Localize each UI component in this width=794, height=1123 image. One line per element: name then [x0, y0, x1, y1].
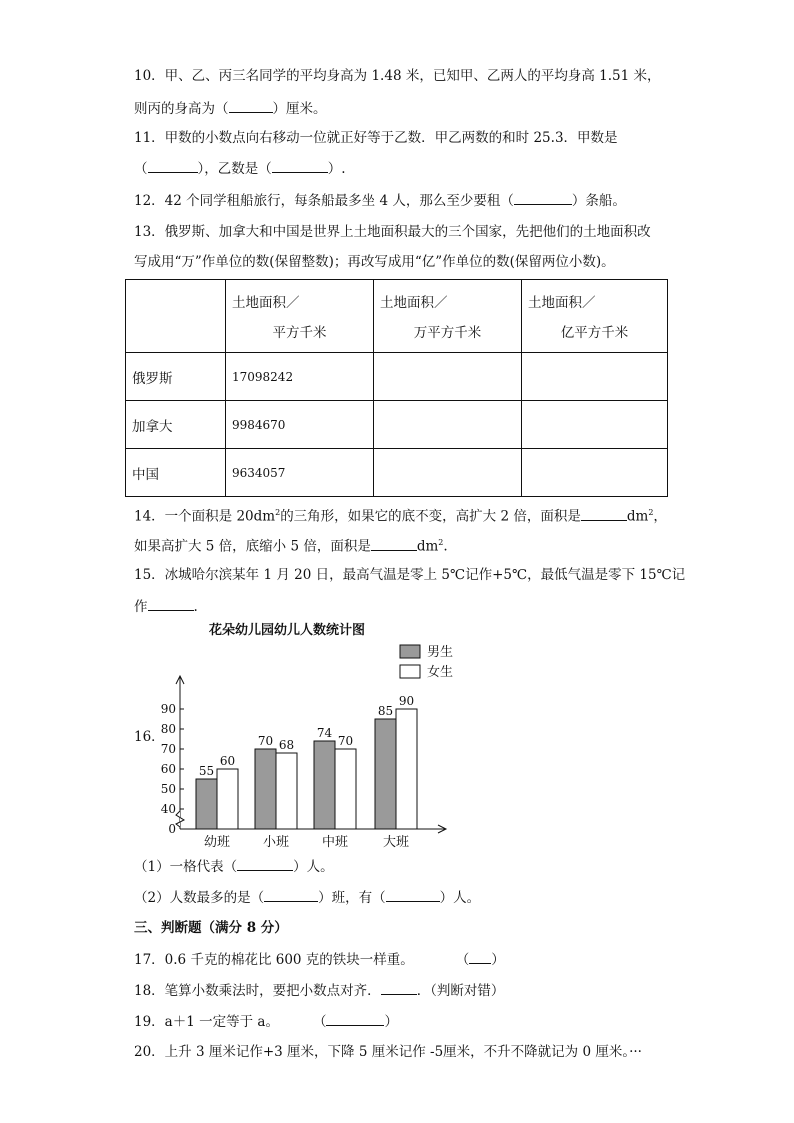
legend-label-1: 女生: [427, 665, 454, 680]
q10-text-a: 则丙的身高为（: [134, 101, 229, 117]
q14-text-b: 的三角形，如果它的底不变，高扩大 2 倍，面积是: [280, 508, 581, 525]
answer-cell-wan[interactable]: [374, 401, 522, 449]
bar-幼班-男生: [196, 779, 217, 829]
q14-text-d: ，: [653, 508, 667, 525]
question-14-line1: [134, 503, 667, 527]
q17-paren-open: （: [455, 952, 470, 968]
data-label: 85: [377, 704, 394, 718]
y-tick-label: 80: [160, 722, 176, 736]
legend-swatch-1: [400, 665, 420, 678]
q11-answer-blank-2[interactable]: [272, 158, 328, 173]
bar-大班-女生: [396, 709, 417, 829]
q16-answer-blank-2[interactable]: [264, 887, 318, 902]
q14-sup: 2: [648, 508, 654, 517]
q11-text-c: ）.: [327, 161, 346, 177]
y-tick-label: 70: [160, 742, 176, 756]
question-18: [134, 980, 504, 1001]
q18-text: 18．笔算小数乘法时，要把小数点对齐．: [134, 983, 381, 999]
question-15-line1: 15．冰城哈尔滨某年 1 月 20 日，最高气温是零上 5℃记作+5℃，最低气温是零下 15℃记: [134, 567, 686, 583]
answer-cell-yi[interactable]: [522, 401, 668, 449]
bar-幼班-女生: [217, 769, 238, 829]
q16-answer-blank-1[interactable]: [237, 856, 293, 871]
data-label: 68: [278, 738, 295, 752]
header-unit: 亿平方千米: [560, 325, 629, 341]
q14-unit: dm: [626, 508, 649, 525]
question-16-sub1: [134, 856, 334, 877]
q17-answer-blank[interactable]: [469, 949, 491, 964]
q11-text-b: ），乙数是（: [197, 161, 272, 177]
question-11-line1: 11．甲数的小数点向右移动一位就正好等于乙数．甲乙两数的和时 25.3．甲数是: [134, 130, 618, 146]
question-14-line2: [134, 533, 448, 557]
q12-text-b: ）条船。: [571, 193, 626, 209]
country-cell: 中国: [126, 449, 226, 497]
data-label: 70: [257, 734, 274, 748]
q18-text-end: ．（判断对错）: [416, 983, 505, 999]
question-12: [134, 190, 626, 211]
table-header-row: [126, 280, 668, 353]
q19-paren-open: （: [312, 1014, 327, 1030]
q14-line2-end: .: [443, 538, 448, 555]
table-row: [126, 449, 668, 497]
answer-cell-yi[interactable]: [522, 449, 668, 497]
question-16-sub2: [134, 887, 480, 908]
question-20: 20．上升 3 厘米记作+3 厘米，下降 5 厘米记作 -5厘米，不升不降就记为 0 厘米。···: [134, 1044, 642, 1060]
bar-小班-女生: [276, 753, 297, 829]
q19-paren-close: ）: [384, 1014, 398, 1030]
chart-title: 花朵幼儿园幼儿人数统计图: [208, 623, 366, 638]
q14-sup: 2: [438, 538, 444, 547]
q16-answer-blank-3[interactable]: [386, 887, 440, 902]
q17-text: 17．0.6 千克的棉花比 600 克的铁块一样重。: [134, 952, 414, 968]
q12-answer-blank[interactable]: [514, 190, 572, 205]
y-tick-label: 90: [160, 702, 176, 716]
question-16-number: 16．: [134, 729, 165, 745]
question-11-line2: [134, 158, 346, 179]
answer-cell-wan[interactable]: [374, 449, 522, 497]
q14-unit: dm: [416, 538, 439, 555]
q14-line2-text: 如果高扩大 5 倍，底缩小 5 倍，面积是: [134, 538, 371, 555]
y-tick-label: 0: [168, 822, 176, 836]
header-top: 土地面积／: [232, 295, 300, 311]
table-corner-cell: [126, 280, 226, 353]
q17-paren-close: ）: [491, 952, 505, 968]
data-label: 74: [316, 726, 333, 740]
answer-cell-yi[interactable]: [522, 353, 668, 401]
table-header-cell: [374, 280, 522, 353]
legend-label-0: 男生: [427, 645, 454, 660]
q15-answer-blank[interactable]: [148, 596, 194, 611]
q14-answer-blank-2[interactable]: [371, 536, 417, 551]
header-unit: 平方千米: [272, 325, 327, 341]
area-value-cell: 9984670: [226, 401, 374, 449]
area-value-cell: 17098242: [226, 353, 374, 401]
y-tick-label: 50: [160, 782, 176, 796]
y-tick-label: 60: [160, 762, 176, 776]
table-row: [126, 401, 668, 449]
answer-cell-wan[interactable]: [374, 353, 522, 401]
x-tick-label: 幼班: [203, 835, 231, 848]
question-13-line2: 写成用“万”作单位的数(保留整数)；再改写成用“亿”作单位的数(保留两位小数)。: [134, 254, 615, 270]
question-15-line2: [134, 596, 198, 617]
table-header-cell: [522, 280, 668, 353]
kindergarten-bar-chart: [0, 618, 794, 848]
q11-answer-blank-1[interactable]: [148, 158, 198, 173]
question-19: [134, 1011, 398, 1032]
y-tick-label: 40: [160, 802, 176, 816]
q14-text-a: 14．一个面积是 20dm: [134, 508, 276, 525]
header-top: 土地面积／: [528, 295, 596, 311]
area-value-cell: 9634057: [226, 449, 374, 497]
q16-sub2-text-c: ）人。: [439, 890, 481, 906]
q10-answer-blank[interactable]: [229, 98, 273, 113]
bar-中班-女生: [335, 749, 356, 829]
legend-swatch-0: [400, 645, 420, 658]
question-17: [134, 949, 505, 970]
land-area-table: [125, 279, 668, 497]
question-10-line1: 10．甲、乙、丙三名同学的平均身高为 1.48 米，已知甲、乙两人的平均身高 1.51 米，: [134, 68, 661, 84]
q14-sup: 2: [275, 508, 281, 517]
table-row: [126, 353, 668, 401]
country-cell: 加拿大: [126, 401, 226, 449]
x-tick-label: 大班: [382, 835, 410, 848]
q15-text-a: 作: [134, 599, 148, 615]
bar-中班-男生: [314, 741, 335, 829]
q16-sub2-text-b: ）班，有（: [318, 890, 386, 906]
x-tick-label: 小班: [262, 835, 290, 848]
bar-小班-男生: [255, 749, 276, 829]
data-label: 90: [398, 694, 415, 708]
question-13-line1: 13．俄罗斯、加拿大和中国是世界上土地面积最大的三个国家，先把他们的土地面积改: [134, 224, 651, 240]
q16-sub2-text-a: （2）人数最多的是（: [134, 890, 265, 906]
question-10-line2: [134, 98, 327, 119]
q11-text-a: （: [134, 161, 148, 177]
data-label: 55: [198, 764, 215, 778]
q14-answer-blank-1[interactable]: [581, 506, 627, 521]
country-cell: 俄罗斯: [126, 353, 226, 401]
q16-sub1-text-a: （1）一格代表（: [134, 859, 238, 875]
table-header-cell: [226, 280, 374, 353]
section-3-title: 三、判断题（满分 8 分）: [134, 920, 288, 936]
bar-大班-男生: [375, 719, 396, 829]
q10-text-b: ）厘米。: [272, 101, 327, 117]
q12-text-a: 12．42 个同学租船旅行，每条船最多坐 4 人，那么至少要租（: [134, 193, 514, 209]
q15-text-b: .: [193, 599, 198, 615]
x-tick-label: 中班: [321, 835, 349, 848]
q19-text: 19．a＋1 一定等于 a。: [134, 1014, 279, 1030]
data-label: 70: [337, 734, 354, 748]
q18-answer-blank[interactable]: [381, 980, 417, 995]
header-unit: 万平方千米: [413, 325, 482, 341]
data-label: 60: [219, 754, 236, 768]
q19-answer-blank[interactable]: [326, 1011, 384, 1026]
q16-sub1-text-b: ）人。: [293, 859, 334, 875]
axis-break-mark: [176, 811, 184, 827]
header-top: 土地面积／: [380, 295, 448, 311]
